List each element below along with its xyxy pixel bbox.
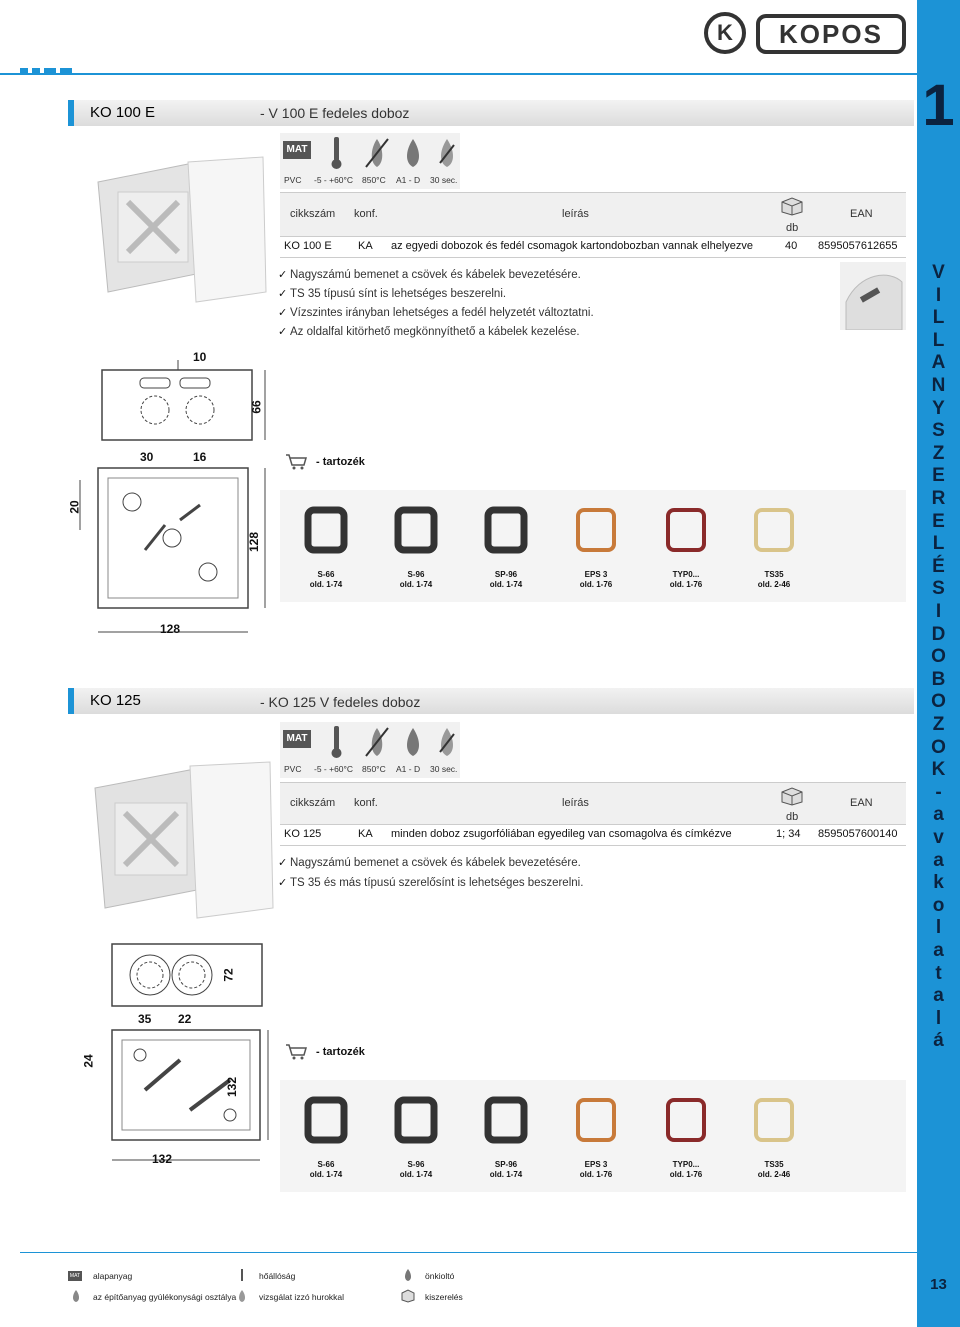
sidebar-letter: Y xyxy=(932,397,945,419)
accessory-name: S-66 xyxy=(317,570,335,579)
accessory-page-ref: old. 2-46 xyxy=(757,580,791,589)
sidebar-letter: v xyxy=(933,827,944,848)
product-detail-photo xyxy=(840,262,906,330)
sidebar-letter: o xyxy=(932,894,945,916)
sidebar-letter: a xyxy=(933,804,944,826)
cell-conf: KA xyxy=(358,828,373,840)
cart-icon xyxy=(284,1042,308,1060)
sidebar-letter: k xyxy=(933,872,944,894)
accessory-name: S-66 xyxy=(317,1160,335,1169)
sidebar-letter: V xyxy=(932,262,945,283)
sidebar-letter: I xyxy=(935,284,942,306)
accessory-page-ref: old. 2-46 xyxy=(757,1170,791,1179)
product-code: KO 125 xyxy=(90,692,141,709)
accessory-image xyxy=(386,502,446,562)
accessory-name: TS35 xyxy=(764,1160,784,1169)
check-icon: ✓ xyxy=(278,288,288,300)
dimension-label: 20 xyxy=(67,500,82,514)
accessory-page-ref: old. 1-74 xyxy=(489,1170,523,1179)
accessory-page-ref: old. 1-74 xyxy=(489,580,523,589)
dimension-label: 132 xyxy=(225,1076,240,1098)
sidebar-letter: a xyxy=(933,985,944,1007)
sidebar-letter: A xyxy=(931,352,946,374)
product-header-bar xyxy=(68,100,914,126)
accessory-name: EPS 3 xyxy=(584,570,608,579)
property-icons: MAT PVC -5 - +60°C 850°C A1 - D 30 sec. xyxy=(280,722,460,778)
header-rule xyxy=(0,73,917,75)
chapter-sidebar xyxy=(917,0,960,1327)
sidebar-letter: L xyxy=(932,329,945,351)
sidebar-letter: a xyxy=(933,940,944,961)
accessories-title: - tartozék xyxy=(316,456,365,468)
accessory-page-ref: old. 1-74 xyxy=(309,1170,343,1179)
sidebar-letter: É xyxy=(932,555,945,577)
glow-wire-icon xyxy=(430,722,464,762)
logo-mark: K xyxy=(704,12,746,54)
property-icons: MAT PVC -5 - +60°C 850°C A1 - D 30 sec. xyxy=(280,133,460,189)
dimension-label: 24 xyxy=(81,1054,96,1068)
feature-item: ✓ TS 35 típusú sínt is lehetséges beszerelni. xyxy=(278,288,507,300)
thermometer-icon xyxy=(241,1269,243,1281)
brand-logo: KOPOS xyxy=(756,14,906,54)
accessory-image xyxy=(296,1092,356,1152)
product-code: KO 100 E xyxy=(90,104,156,121)
accessory-image xyxy=(656,502,716,562)
accessory-name: TS35 xyxy=(764,570,784,579)
accessory-page-ref: old. 1-76 xyxy=(579,1170,613,1179)
dimension-label: 128 xyxy=(247,531,262,553)
cell-ean: 8595057600140 xyxy=(818,828,898,840)
thermometer-icon xyxy=(320,722,354,762)
sidebar-letter: K xyxy=(931,759,946,781)
accessory-image xyxy=(386,1092,446,1152)
accessory-name: TYP0... xyxy=(672,570,700,579)
sidebar-letter: S xyxy=(932,420,945,442)
cell-db: 40 xyxy=(785,240,798,252)
cart-icon xyxy=(284,452,308,470)
material-icon: MAT xyxy=(69,1273,81,1279)
accessory-page-ref: old. 1-76 xyxy=(669,580,703,589)
thermometer-icon xyxy=(320,133,354,173)
dimension-label: 66 xyxy=(249,400,264,414)
accessory-image xyxy=(476,502,536,562)
product-photo xyxy=(88,152,268,312)
accessory-image xyxy=(296,502,356,562)
dimension-label: 132 xyxy=(152,1152,173,1166)
glow-wire-icon xyxy=(236,1289,248,1303)
accessory-page-ref: old. 1-74 xyxy=(309,580,343,589)
accessory-page-ref: old. 1-74 xyxy=(399,1170,433,1179)
sidebar-letter: L xyxy=(932,307,945,329)
accessories-title: - tartozék xyxy=(316,1046,365,1058)
sidebar-letter: E xyxy=(932,465,945,487)
sidebar-letter: B xyxy=(931,668,946,690)
sidebar-letter: a xyxy=(933,849,944,871)
product-header-bar xyxy=(68,688,914,714)
package-icon xyxy=(400,1289,416,1303)
dimension-label: 10 xyxy=(193,350,207,364)
dimension-label: 35 xyxy=(138,1012,152,1026)
self-extinguishing-icon xyxy=(360,133,394,173)
accessory-name: EPS 3 xyxy=(584,1160,608,1169)
product-photo xyxy=(85,758,275,928)
material-icon: MAT xyxy=(280,722,314,762)
check-icon: ✓ xyxy=(278,307,288,319)
sidebar-letter: L xyxy=(932,533,945,555)
self-extinguishing-icon xyxy=(360,722,394,762)
dimension-label: 72 xyxy=(221,968,236,982)
accessory-name: S-96 xyxy=(407,1160,425,1169)
sidebar-letter: I xyxy=(935,601,942,622)
page-number: 13 xyxy=(930,1276,947,1293)
accessory-name: TYP0... xyxy=(672,1160,700,1169)
feature-item: ✓ TS 35 és más típusú szerelősínt is lehetséges beszerelni. xyxy=(278,877,584,889)
check-icon: ✓ xyxy=(278,857,288,869)
cell-code: KO 125 xyxy=(284,828,322,840)
sidebar-letter: D xyxy=(931,623,946,645)
accessory-name: SP-96 xyxy=(494,1160,518,1169)
check-icon: ✓ xyxy=(278,877,288,889)
technical-drawing xyxy=(60,340,280,650)
fire-class-icon xyxy=(70,1289,82,1303)
cell-desc: minden doboz zsugorfóliában egyedileg van csomagolva és címkézve xyxy=(391,828,732,840)
sidebar-letter: O xyxy=(931,736,946,758)
feature-item: ✓ Nagyszámú bemenet a csövek és kábelek bevezetésére. xyxy=(278,269,581,281)
sidebar-letter: Z xyxy=(932,442,945,464)
glow-wire-icon xyxy=(430,133,464,173)
sidebar-letter: á xyxy=(933,1030,944,1052)
product-description: - KO 125 V fedeles doboz xyxy=(260,694,421,710)
check-icon: ✓ xyxy=(278,269,288,281)
package-icon xyxy=(778,786,806,806)
dimension-label: 128 xyxy=(160,622,181,636)
accessory-image xyxy=(744,1092,804,1152)
sidebar-letter: l xyxy=(935,917,942,939)
check-icon: ✓ xyxy=(278,326,288,338)
package-icon xyxy=(778,196,806,216)
accessory-page-ref: old. 1-76 xyxy=(669,1170,703,1179)
fire-class-icon xyxy=(396,722,430,762)
accessory-page-ref: old. 1-76 xyxy=(579,580,613,589)
chapter-number: 1 xyxy=(922,73,955,138)
accessory-name: S-96 xyxy=(407,570,425,579)
feature-item: ✓ Az oldalfal kitörhető megkönnyíthető a kábelek kezelése. xyxy=(278,326,580,338)
sidebar-letter: - xyxy=(935,781,942,803)
flame-icon xyxy=(402,1268,414,1282)
sidebar-letter: E xyxy=(932,510,945,532)
cell-desc: az egyedi dobozok és fedél csomagok kartondobozban vannak elhelyezve xyxy=(391,240,754,252)
accessory-image xyxy=(476,1092,536,1152)
cell-ean: 8595057612655 xyxy=(818,240,898,252)
sidebar-letter: Z xyxy=(932,714,945,735)
cell-code: KO 100 E xyxy=(284,240,332,252)
sidebar-letter: R xyxy=(931,488,946,509)
sidebar-letter: O xyxy=(931,646,946,668)
accessory-image xyxy=(656,1092,716,1152)
feature-item: ✓ Nagyszámú bemenet a csövek és kábelek bevezetésére. xyxy=(278,857,581,869)
sidebar-letter: N xyxy=(931,375,946,396)
accessory-image xyxy=(566,502,626,562)
fire-class-icon xyxy=(396,133,430,173)
cell-conf: KA xyxy=(358,240,373,252)
sidebar-letter: O xyxy=(931,691,946,713)
product-description: - V 100 E fedeles doboz xyxy=(260,105,410,121)
feature-item: ✓ Vízszintes irányban lehetséges a fedél helyzetét változtatni. xyxy=(278,307,594,319)
sidebar-letter: l xyxy=(935,1007,942,1029)
sidebar-letter: S xyxy=(932,578,945,600)
material-icon: MAT xyxy=(280,133,314,173)
sidebar-letter: t xyxy=(935,962,942,984)
dimension-label: 16 xyxy=(193,450,207,464)
accessory-image xyxy=(744,502,804,562)
accessory-image xyxy=(566,1092,626,1152)
legend-rule xyxy=(20,1252,917,1253)
accessory-name: SP-96 xyxy=(494,570,518,579)
cell-db: 1; 34 xyxy=(776,828,801,840)
accessory-page-ref: old. 1-74 xyxy=(399,580,433,589)
dimension-label: 30 xyxy=(140,450,154,464)
technical-drawing xyxy=(70,940,270,1170)
dimension-label: 22 xyxy=(178,1012,192,1026)
